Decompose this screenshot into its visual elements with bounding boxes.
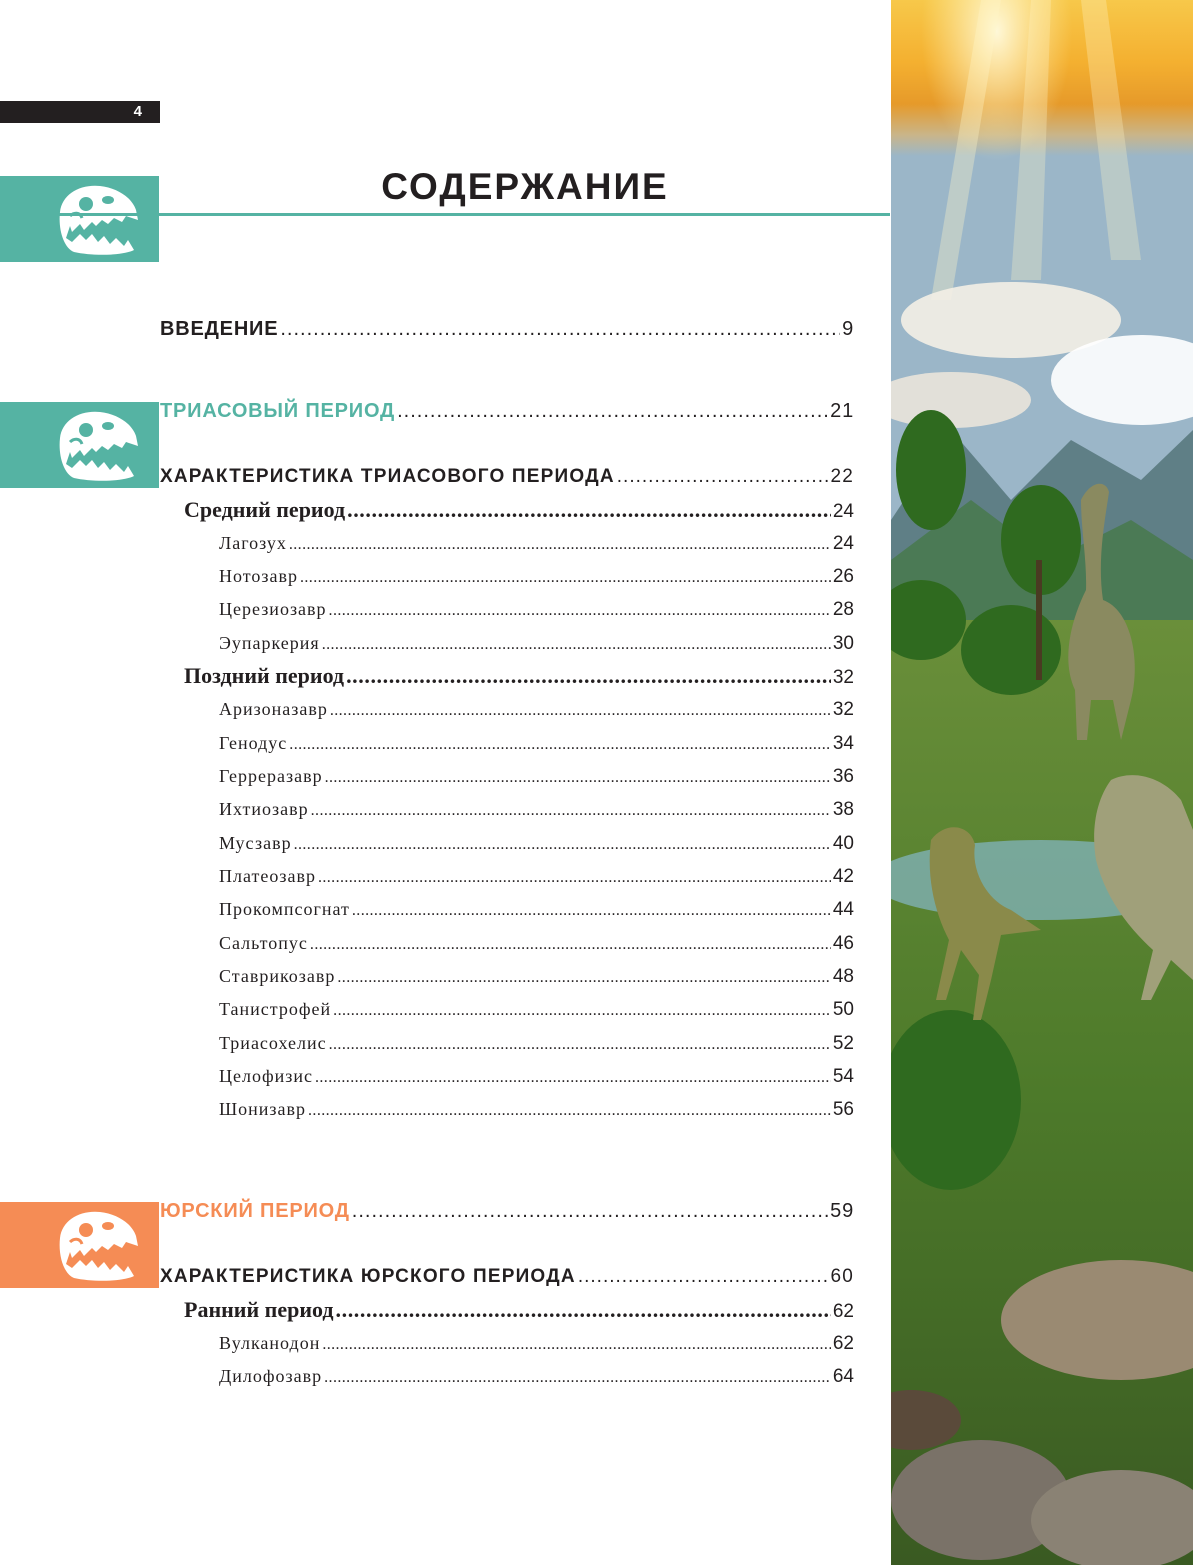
toc-entry-item[interactable]: [219, 733, 854, 755]
toc-entry-triassic-characteristics[interactable]: [160, 466, 854, 488]
leader-dots: [329, 1036, 831, 1054]
toc-entry-item[interactable]: [219, 799, 854, 821]
toc-label: Эупаркерия: [219, 633, 320, 653]
toc-entry-item[interactable]: [219, 833, 854, 855]
toc-page: 26: [832, 566, 854, 587]
landscape-illustration: [891, 0, 1193, 1565]
toc-label: ВВЕДЕНИЕ: [160, 318, 279, 340]
toc-page: 50: [832, 999, 854, 1020]
toc-label: ХАРАКТЕРИСТИКА ТРИАСОВОГО ПЕРИОДА: [160, 466, 615, 487]
leader-dots: [352, 902, 831, 920]
toc-entry-item[interactable]: [219, 1333, 854, 1355]
leader-dots: [294, 836, 831, 854]
leader-dots: [329, 602, 831, 620]
leader-dots: [322, 1336, 831, 1354]
toc-label: Средний период: [184, 497, 346, 522]
toc-entry-item[interactable]: [219, 766, 854, 788]
toc-entry-jurassic-early[interactable]: [184, 1297, 854, 1323]
toc-page: 30: [832, 633, 854, 654]
leader-dots: [617, 466, 829, 488]
leader-dots: [333, 1002, 831, 1020]
toc-page: 48: [832, 966, 854, 987]
toc-page: 59: [830, 1200, 854, 1222]
leader-dots: [315, 1069, 831, 1087]
toc-label: Платеозавр: [219, 866, 316, 886]
leader-dots: [318, 869, 831, 887]
toc-label: Герреразавр: [219, 766, 323, 786]
toc-label: Генодус: [219, 733, 288, 753]
toc-entry-item[interactable]: [219, 699, 854, 721]
leader-dots: [280, 318, 840, 341]
toc-page: 56: [832, 1099, 854, 1120]
skull-icon: [52, 180, 142, 258]
toc-entry-item[interactable]: [219, 866, 854, 888]
toc-label: Лагозух: [219, 533, 287, 553]
leader-dots: [336, 1297, 831, 1323]
leader-dots: [578, 1266, 829, 1288]
toc-label: Дилофозавр: [219, 1366, 323, 1386]
skull-icon: [52, 1206, 142, 1284]
toc-page: 52: [832, 1033, 854, 1054]
toc-page: 34: [832, 733, 854, 754]
toc-label: Сальтопус: [219, 933, 308, 953]
toc-page: 36: [832, 766, 854, 787]
toc-page: 32: [832, 699, 854, 720]
title-tab: [0, 176, 159, 262]
toc-page: 24: [832, 533, 854, 554]
skull-icon: [52, 406, 142, 484]
toc-entry-item[interactable]: [219, 999, 854, 1021]
toc-entry-item[interactable]: [219, 566, 854, 588]
leader-dots: [337, 969, 830, 987]
toc-label: Ранний период: [184, 1297, 334, 1322]
leader-dots: [300, 569, 831, 587]
leader-dots: [322, 636, 831, 654]
toc-entry-item[interactable]: [219, 899, 854, 921]
toc-label: Мусзавр: [219, 833, 292, 853]
leader-dots: [330, 702, 831, 720]
leader-dots: [311, 802, 831, 820]
toc-entry-item[interactable]: [219, 599, 854, 621]
toc-entry-item[interactable]: [219, 1366, 854, 1388]
toc-label: Танистрофей: [219, 999, 332, 1019]
leader-dots: [324, 1369, 831, 1387]
toc-page: 22: [830, 466, 854, 487]
toc-page: 62: [832, 1301, 854, 1322]
toc-page: 21: [830, 400, 854, 422]
toc-label: Триасохелис: [219, 1033, 327, 1053]
leader-dots: [308, 1102, 831, 1120]
toc-entry-item[interactable]: [219, 1066, 854, 1088]
title-rule: [0, 213, 890, 216]
toc-page: 60: [830, 1266, 854, 1287]
leader-dots: [352, 1200, 828, 1223]
toc-page: 42: [832, 866, 854, 887]
leader-dots: [289, 736, 831, 754]
toc-label: ЮРСКИЙ ПЕРИОД: [160, 1200, 350, 1222]
toc-entry-item[interactable]: [219, 633, 854, 655]
page-number: 4: [133, 103, 142, 120]
toc-entry-item[interactable]: [219, 1099, 854, 1121]
toc-label: Прокомпсогнат: [219, 899, 350, 919]
toc-entry-item[interactable]: [219, 966, 854, 988]
toc-page: 28: [832, 599, 854, 620]
leader-dots: [346, 663, 831, 689]
toc-page: 54: [832, 1066, 854, 1087]
toc-page: 64: [832, 1366, 854, 1387]
toc-label: Поздний период: [184, 663, 345, 688]
toc-label: Ставрикозавр: [219, 966, 336, 986]
toc-label: Целофизис: [219, 1066, 313, 1086]
toc-label: Нотозавр: [219, 566, 298, 586]
toc-page: 62: [832, 1333, 854, 1354]
toc-page: 46: [832, 933, 854, 954]
toc-page: 40: [832, 833, 854, 854]
page-number-bar: [0, 101, 160, 123]
toc-label: ХАРАКТЕРИСТИКА ЮРСКОГО ПЕРИОДА: [160, 1266, 576, 1287]
toc-entry-triassic[interactable]: [160, 400, 854, 423]
dinosaur-illustration: [891, 0, 1193, 1565]
toc-entry-jurassic[interactable]: [160, 1200, 854, 1223]
toc-page: 32: [832, 667, 854, 688]
toc-entry-intro[interactable]: [160, 318, 854, 341]
toc-label: Церезиозавр: [219, 599, 327, 619]
toc-page: 38: [832, 799, 854, 820]
toc-label: Шонизавр: [219, 1099, 307, 1119]
toc-entry-triassic-late[interactable]: [184, 663, 854, 689]
toc-page: 44: [832, 899, 854, 920]
toc-page: 24: [832, 501, 854, 522]
leader-dots: [347, 497, 831, 523]
toc-entry-triassic-middle[interactable]: [184, 497, 854, 523]
toc-entry-item[interactable]: [219, 1033, 854, 1055]
toc-label: ТРИАСОВЫЙ ПЕРИОД: [160, 400, 396, 422]
triassic-tab: [0, 402, 159, 488]
jurassic-tab: [0, 1202, 159, 1288]
toc-entry-item[interactable]: [219, 933, 854, 955]
leader-dots: [397, 400, 828, 423]
leader-dots: [310, 936, 831, 954]
toc-entry-jurassic-characteristics[interactable]: [160, 1266, 854, 1288]
toc-label: Вулканодон: [219, 1333, 321, 1353]
leader-dots: [289, 536, 831, 554]
toc-label: Ихтиозавр: [219, 799, 309, 819]
toc-page: 9: [842, 318, 854, 340]
page-title: СОДЕРЖАНИЕ: [381, 166, 669, 207]
leader-dots: [325, 769, 831, 787]
toc-entry-item[interactable]: [219, 533, 854, 555]
toc-label: Аризоназавр: [219, 699, 328, 719]
